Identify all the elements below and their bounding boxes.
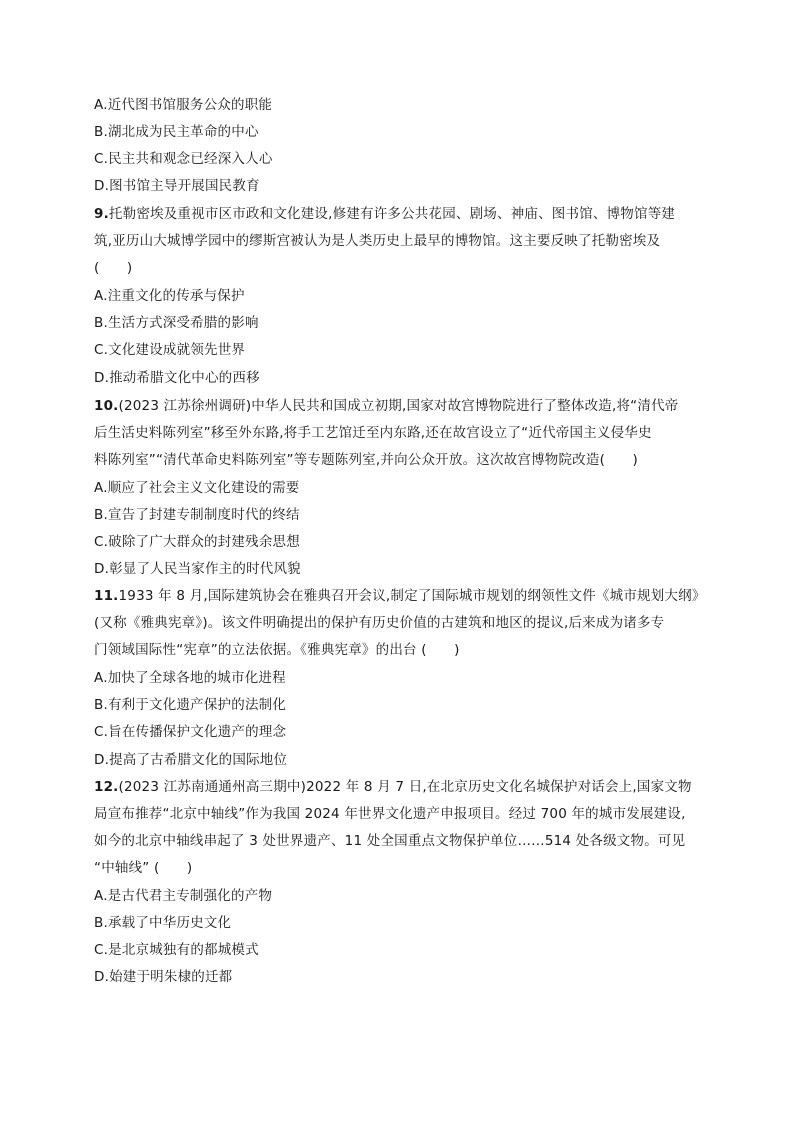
question-number: 12.	[94, 779, 119, 795]
option-b[interactable]: B.湖北成为民主革命的中心	[94, 124, 259, 140]
question-12-line-3: 如今的北京中轴线串起了 3 处世界遗产、11 处全国重点文物保护单位……514 处各级文物。可见	[94, 833, 686, 849]
option-b[interactable]: B.承载了中华历史文化	[94, 915, 232, 931]
option-c[interactable]: C.民主共和观念已经深入人心	[94, 151, 273, 167]
question-9-line-1	[94, 204, 675, 224]
question-number: 10.	[94, 398, 119, 414]
option-c[interactable]: C.文化建设成就领先世界	[94, 342, 246, 358]
option-c[interactable]: C.破除了广大群众的封建残余思想	[94, 534, 300, 550]
option-d[interactable]: D.彰显了人民当家作主的时代风貌	[94, 561, 301, 577]
option-c[interactable]: C.是北京城独有的都城模式	[94, 942, 259, 958]
answer-blank: ( )	[94, 260, 133, 276]
option-b[interactable]: B.生活方式深受希腊的影响	[94, 315, 259, 331]
option-d[interactable]: D.图书馆主导开展国民教育	[94, 178, 260, 194]
question-11-line-1	[94, 586, 706, 606]
option-a[interactable]: A.近代图书馆服务公众的职能	[94, 97, 273, 113]
option-a[interactable]: A.加快了全球各地的城市化进程	[94, 670, 286, 686]
question-text: (2023 江苏徐州调研)中华人民共和国成立初期,国家对故宫博物院进行了整体改造,将“清代帝	[118, 398, 679, 414]
question-11-line-2: (又称《雅典宪章》)。该文件明确提出的保护有历史价值的古建筑和地区的提议,后来成为诸多专	[94, 615, 665, 631]
question-text: 托勒密埃及重视市区市政和文化建设,修建有许多公共花园、剧场、神庙、图书馆、博物馆等建	[108, 206, 676, 222]
question-number: 9.	[94, 206, 109, 222]
question-9-line-2: 筑,亚历山大城博学园中的缪斯宫被认为是人类历史上最早的博物馆。这主要反映了托勒密埃及	[94, 233, 661, 249]
option-d[interactable]: D.推动希腊文化中心的西移	[94, 370, 260, 386]
question-number: 11.	[94, 588, 119, 604]
option-a[interactable]: A.顺应了社会主义文化建设的需要	[94, 480, 300, 496]
question-10-line-1	[94, 396, 678, 416]
question-12-line-2: 局宣布推荐“北京中轴线”作为我国 2024 年世界文化遗产申报项目。经过 700 年的城市发展建设,	[94, 806, 686, 822]
question-10-line-3: 料陈列室”“清代革命史料陈列室”等专题陈列室,并向公众开放。这次故宫博物院改造( )	[94, 452, 638, 468]
option-d[interactable]: D.提高了古希腊文化的国际地位	[94, 752, 288, 768]
option-c[interactable]: C.旨在传播保护文化遗产的理念	[94, 724, 287, 740]
option-b[interactable]: B.宣告了封建专制制度时代的终结	[94, 507, 300, 523]
question-12-line-4: “中轴线” ( )	[94, 860, 193, 876]
question-text: (2023 江苏南通通州高三期中)2022 年 8 月 7 日,在北京历史文化名城保护对话会上,国家文物	[118, 779, 692, 795]
question-text: 1933 年 8 月,国际建筑协会在雅典召开会议,制定了国际城市规划的纲领性文件《城市规划大纲》	[118, 588, 706, 604]
option-d[interactable]: D.始建于明朱棣的迁都	[94, 969, 233, 985]
question-10-line-2: 后生活史料陈列室”移至外东路,将手工艺馆迁至内东路,还在故宫设立了“近代帝国主义侵华史	[94, 425, 652, 441]
option-b[interactable]: B.有利于文化遗产保护的法制化	[94, 697, 287, 713]
question-11-line-3: 门领域国际性“宪章”的立法依据。《雅典宪章》的出台 ( )	[94, 642, 460, 658]
option-a[interactable]: A.是古代君主专制强化的产物	[94, 888, 273, 904]
option-a[interactable]: A.注重文化的传承与保护	[94, 288, 245, 304]
question-12-line-1	[94, 777, 692, 797]
